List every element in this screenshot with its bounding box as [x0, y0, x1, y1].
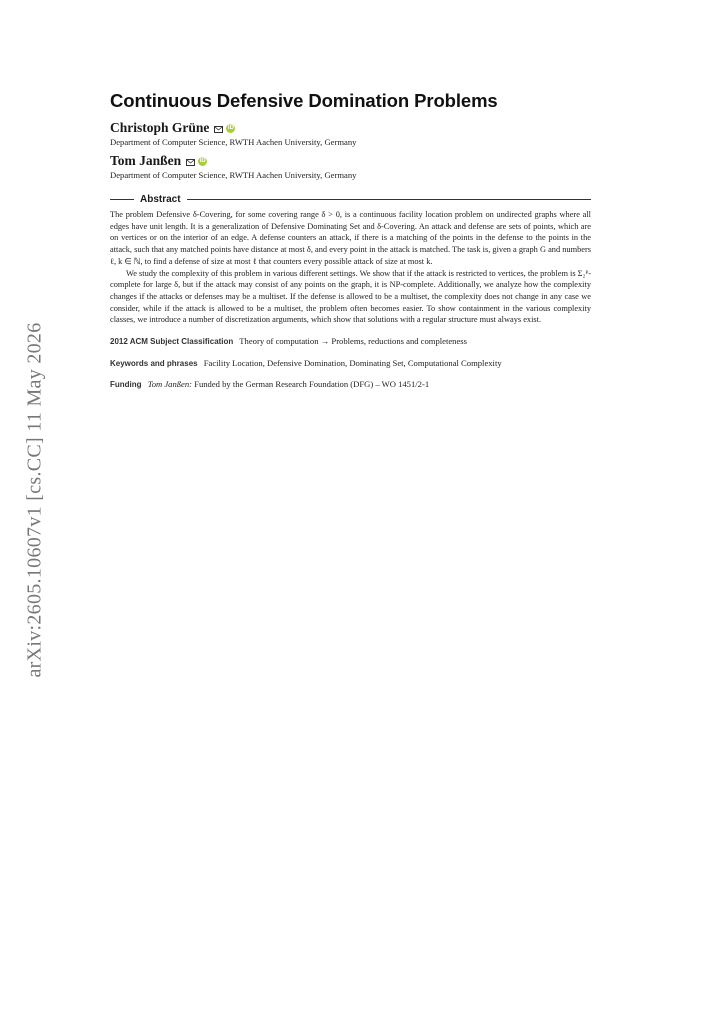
funding-person: Tom Janßen:	[147, 379, 193, 390]
acm-classification	[110, 336, 591, 348]
funding-label: Funding	[110, 380, 142, 390]
arxiv-identifier: arXiv:2605.10607v1 [cs.CC] 11 May 2026	[23, 322, 46, 678]
email-icon[interactable]	[214, 126, 223, 133]
email-icon[interactable]	[186, 159, 195, 166]
keywords-value: Facility Location, Defensive Domination, Dominating Set, Computational Complexity	[203, 357, 502, 368]
rule-left	[110, 199, 134, 200]
abstract-heading	[110, 194, 591, 205]
arxiv-sidebar	[10, 300, 60, 700]
keywords-label: Keywords and phrases	[110, 358, 198, 368]
author-affiliation: Department of Computer Science, RWTH Aachen University, Germany	[110, 137, 357, 147]
paper-page	[110, 90, 591, 391]
author-1	[110, 120, 591, 136]
keywords	[110, 358, 591, 370]
funding-value: Funded by the German Research Foundation (DFG) – WO 1451/2-1	[194, 379, 430, 390]
acm-value: Theory of computation → Problems, reductions and completeness	[239, 336, 467, 347]
author-2	[110, 153, 591, 169]
abstract-paragraph-1: The problem Defensive δ-Covering, for some covering range δ > 0, is a continuous facility location problem on undirected graphs where all edges have unit length. It is a generalization of Defensive Dominating Set and δ-Covering. An attack and defense are sets of points, which are on vertices or on the interior of an edge. A defense counters an attack, if there is a matching of the points in the defense to the points in the attack, such that any matched points have distance at most δ, and every point in the attack is matched. The task is, given a graph G and numbers ℓ, k ∈ ℕ, to find a defense of size at most ℓ that counters every possible attack of size at most k.	[110, 210, 591, 266]
author-affiliation: Department of Computer Science, RWTH Aachen University, Germany	[110, 170, 357, 180]
paper-title: Continuous Defensive Domination Problems	[110, 90, 498, 111]
abstract-body	[110, 209, 591, 326]
author-name: Tom Janßen	[110, 153, 182, 168]
author-name: Christoph Grüne	[110, 120, 210, 135]
orcid-icon[interactable]: iD	[227, 124, 234, 131]
acm-label: 2012 ACM Subject Classification	[110, 337, 234, 347]
orcid-icon[interactable]: iD	[199, 157, 206, 164]
abstract-paragraph-2: We study the complexity of this problem in various different settings. We show that if the attack is restricted to vertices, the problem is Σ₂ᴾ-complete for large δ, but if the attack may consist of any points on the graph, it is NP-complete. Additionally, we analyze how the complexity changes if the attacks or defenses may be a multiset. If the defense is allowed to be a multiset, the complexity does not change in any case we consider, while if the attack is allowed to be a multiset, the problem often becomes easier. To show containment in the various complexity classes, we introduce a number of discretization arguments, which show that solutions with a regular structure must always exist.	[110, 268, 591, 325]
funding	[110, 379, 591, 391]
abstract-heading-label: Abstract	[140, 194, 181, 205]
rule-right	[187, 199, 591, 200]
